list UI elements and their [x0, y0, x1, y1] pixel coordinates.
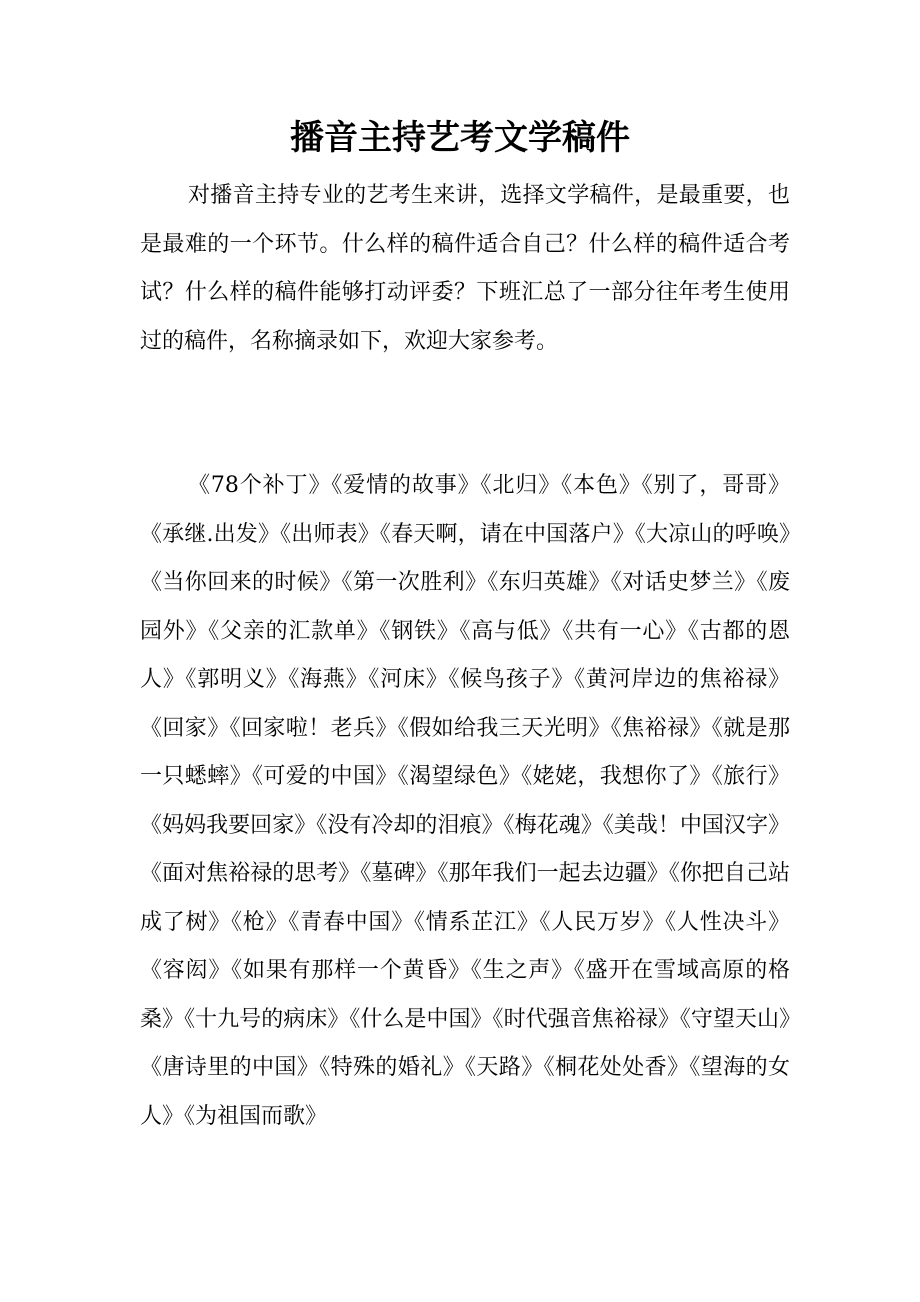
intro-paragraph: 对播音主持专业的艺考生来讲，选择文学稿件，是最重要，也是最难的一个环节。什么样的稿件适合自己？什么样的稿件适合考试？什么样的稿件能够打动评委？下班汇总了一部分往年考生使用过的稿件，名称摘录如下，欢迎大家参考。 [140, 183, 790, 354]
document-title: 播音主持艺考文学稿件 [290, 118, 630, 158]
titles-list-paragraph: 《78个补丁》《爱情的故事》《北归》《本色》《别了，哥哥》《承继.出发》《出师表》《春天啊，请在中国落户》《大凉山的呼唤》《当你回来的时候》《第一次胜利》《东归英雄》《对话史梦兰》《废园外》《父亲的汇款单》《钢铁》《高与低》《共有一心》《古都的恩人》《郭明义》《海燕》《河床》《候鸟孩子》《黄河岸边的焦裕禄》《回家》《回家啦！老兵》《假如给我三天光明》《焦裕禄》《就是那一只蟋蟀》《可爱的中国》《渴望绿色》《姥姥，我想你了》《旅行》《妈妈我要回家》《没有冷却的泪痕》《梅花魂》《美哉！中国汉字》《面对焦裕禄的思考》《墓碑》《那年我们一起去边疆》《你把自己站成了树》《枪》《青春中国》《情系芷江》《人民万岁》《人性决斗》《容闳》《如果有那样一个黄昏》《生之声》《盛开在雪域高原的格桑》《十九号的病床》《什么是中国》《时代强音焦裕禄》《守望天山》《唐诗里的中国》《特殊的婚礼》《天路》《桐花处处香》《望海的女人》《为祖国而歌》 [140, 473, 790, 1129]
